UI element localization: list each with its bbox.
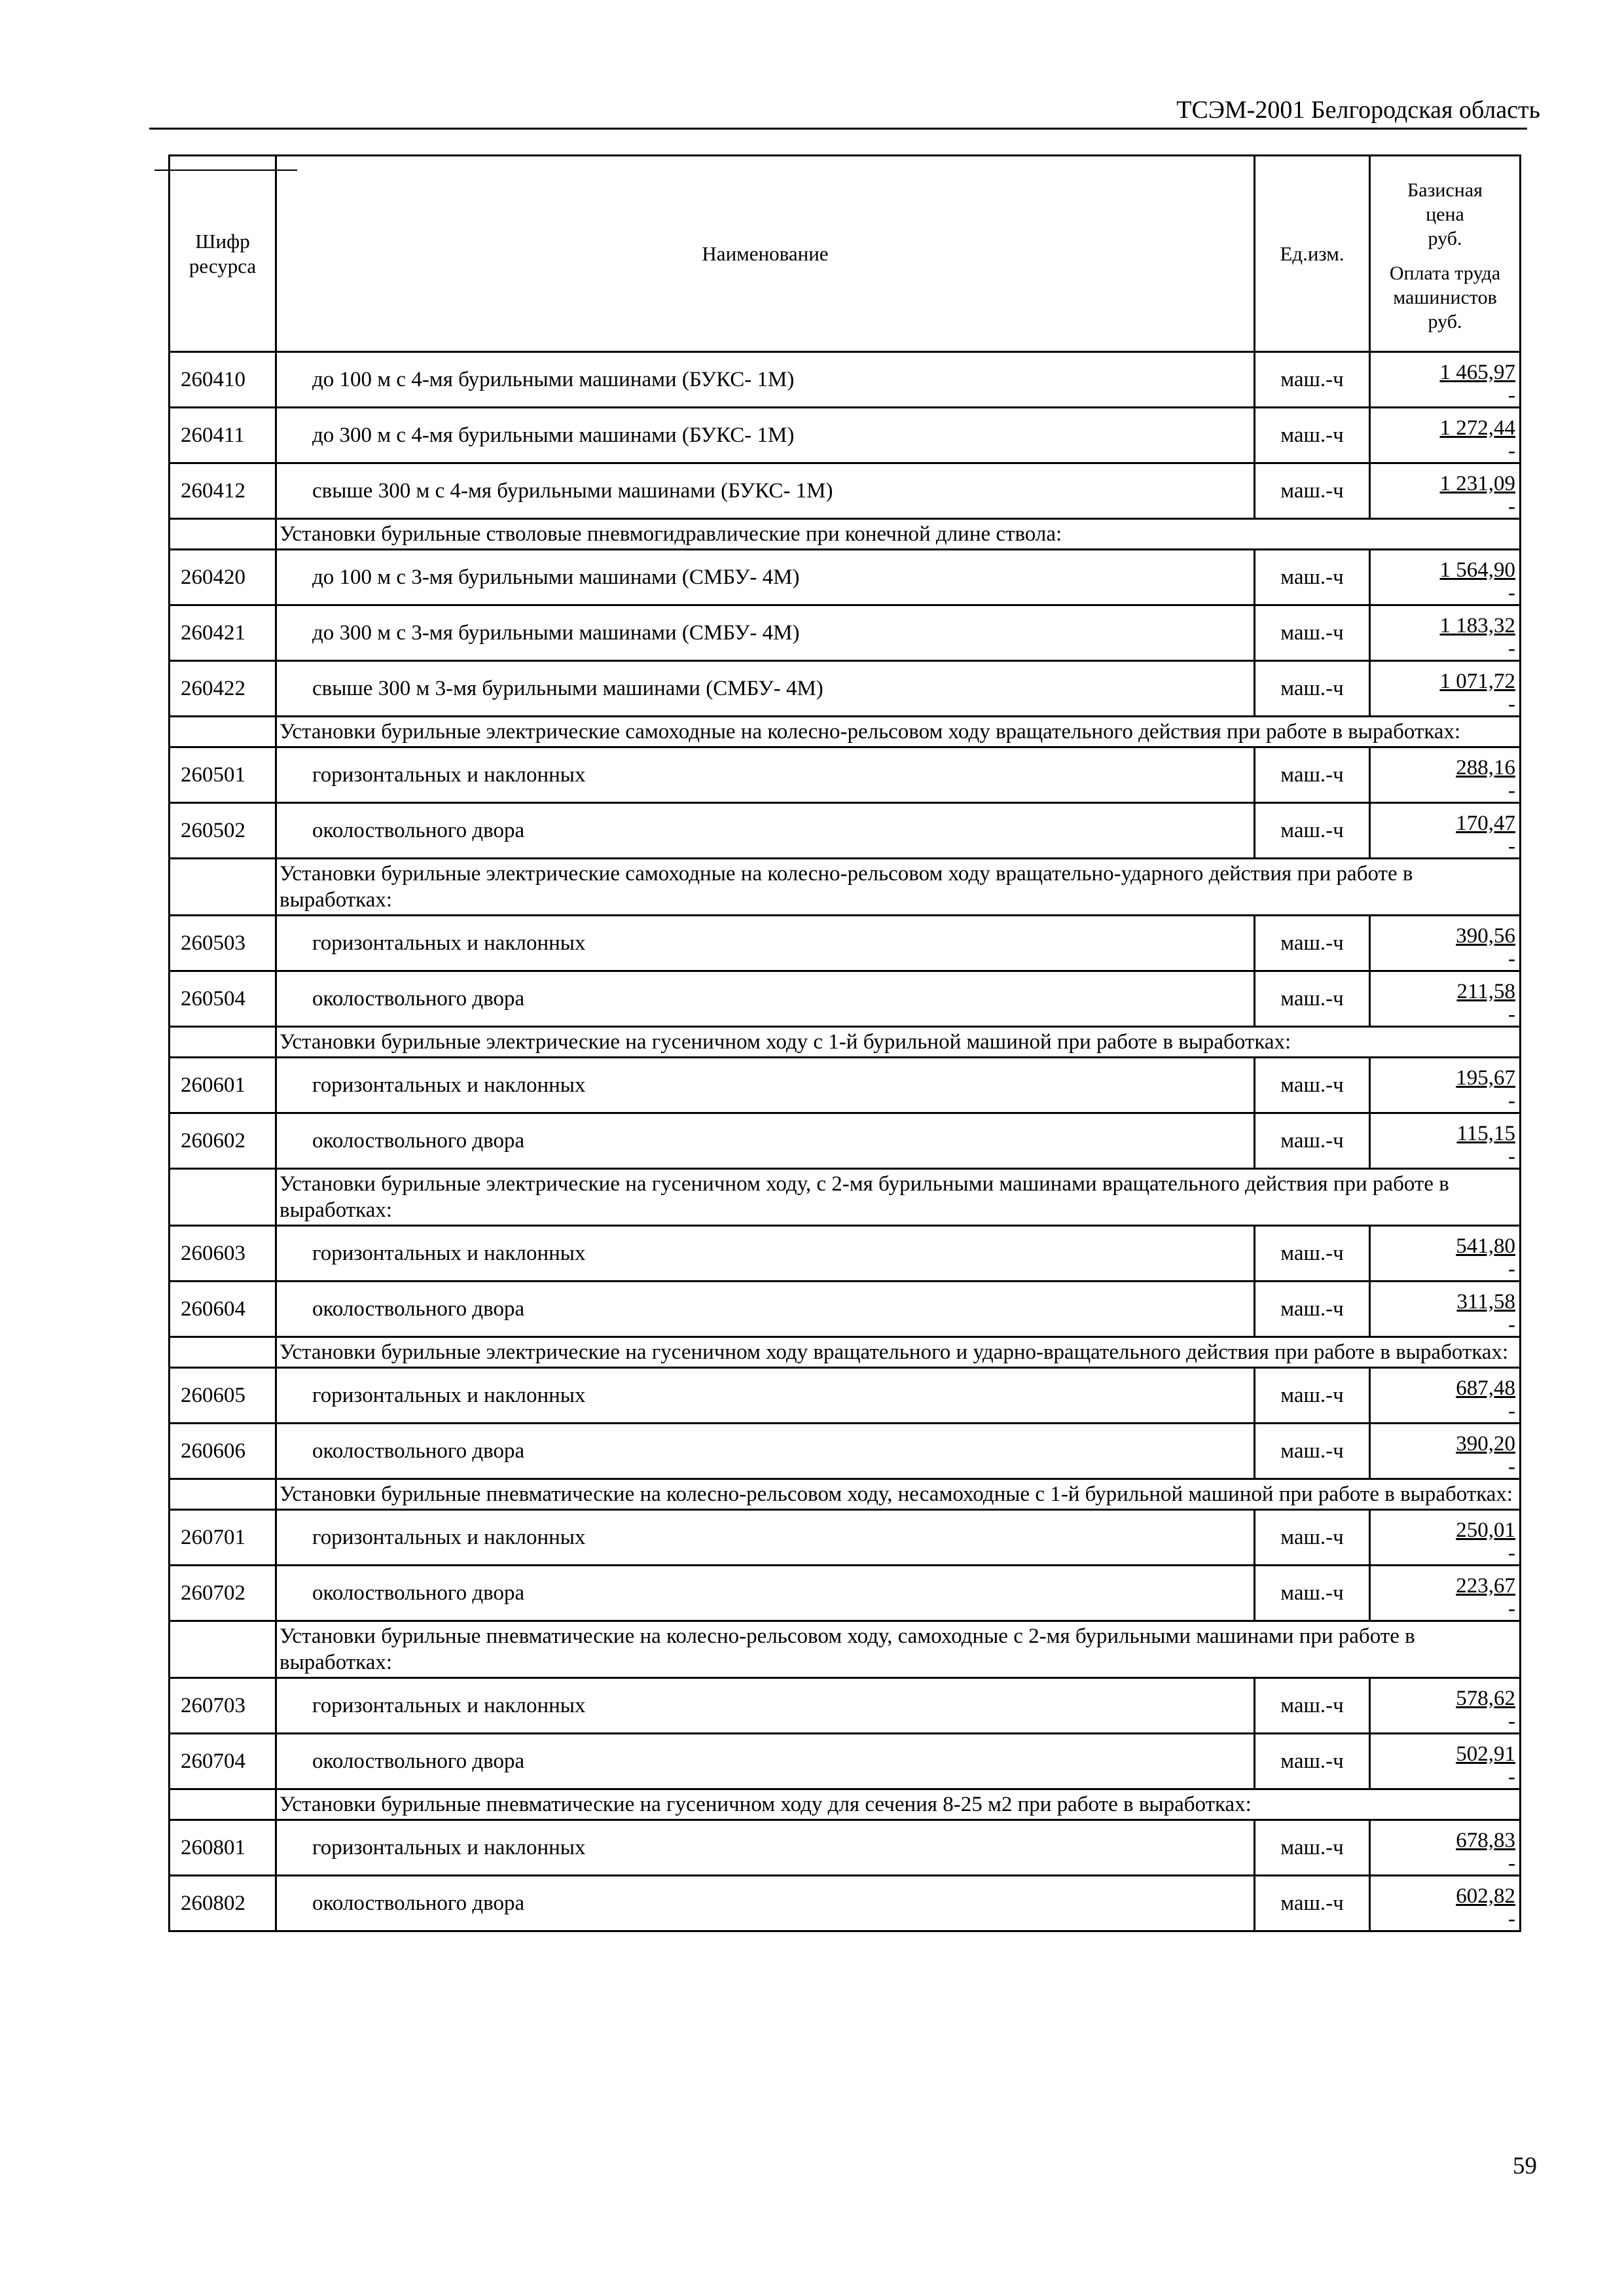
header-rule [149, 128, 1527, 130]
table-row [170, 1876, 1521, 1931]
resource-unit: маш.-ч [1255, 1282, 1370, 1337]
group-heading-row [170, 717, 1521, 747]
table-row [170, 1678, 1521, 1734]
operator-pay: - [1508, 581, 1515, 605]
base-price: 1 183,32 [1439, 614, 1515, 637]
group-heading-row [170, 859, 1521, 916]
resource-unit: маш.-ч [1255, 1113, 1370, 1169]
resource-price-cell [1370, 916, 1521, 971]
resource-name: горизонтальных и наклонных [276, 916, 1255, 971]
group-heading-text: Установки бурильные электрические на гусеничном ходу с 1-й бурильной машиной при работе в выработках: [276, 1027, 1521, 1058]
resource-name: горизонтальных и наклонных [276, 1368, 1255, 1424]
group-blank-cell [170, 717, 276, 747]
resource-code: 260421 [170, 605, 276, 661]
base-price: 541,80 [1456, 1234, 1515, 1258]
resource-name: свыше 300 м с 4-мя бурильными машинами (БУКС- 1М) [276, 463, 1255, 519]
group-blank-cell [170, 1621, 276, 1678]
table-row [170, 803, 1521, 859]
base-price: 687,48 [1456, 1376, 1515, 1400]
group-heading-row [170, 1169, 1521, 1226]
resource-unit: маш.-ч [1255, 605, 1370, 661]
operator-pay: - [1508, 1907, 1515, 1931]
header-pay-line: руб. [1428, 310, 1462, 332]
table-row [170, 605, 1521, 661]
operator-pay: - [1508, 1455, 1515, 1479]
base-price: 311,58 [1456, 1290, 1515, 1314]
group-heading-row [170, 1621, 1521, 1678]
resource-price-table [168, 154, 1521, 1932]
base-price: 678,83 [1456, 1829, 1515, 1852]
resource-code: 260702 [170, 1566, 276, 1621]
base-price: 250,01 [1456, 1518, 1515, 1542]
resource-code: 260604 [170, 1282, 276, 1337]
resource-code: 260504 [170, 971, 276, 1027]
table-row [170, 1282, 1521, 1337]
base-price: 288,16 [1456, 756, 1515, 780]
resource-name: околоствольного двора [276, 1424, 1255, 1479]
resource-code: 260701 [170, 1510, 276, 1566]
resource-code: 260410 [170, 352, 276, 408]
operator-pay: - [1508, 1313, 1515, 1336]
operator-pay: - [1508, 1089, 1515, 1113]
resource-name: околоствольного двора [276, 1566, 1255, 1621]
resource-unit: маш.-ч [1255, 1368, 1370, 1424]
table-row [170, 1368, 1521, 1424]
resource-price-cell [1370, 1226, 1521, 1282]
resource-code: 260412 [170, 463, 276, 519]
resource-unit: маш.-ч [1255, 1678, 1370, 1734]
resource-code: 260503 [170, 916, 276, 971]
base-price: 502,91 [1456, 1742, 1515, 1766]
resource-price-cell [1370, 1368, 1521, 1424]
group-heading-text: Установки бурильные электрические самоходные на колесно-рельсовом ходу вращательного действия при работе в выработках: [276, 717, 1521, 747]
table-row [170, 463, 1521, 519]
group-heading-text: Установки бурильные электрические на гусеничном ходу, с 2-мя бурильными машинами вращательного действия при работе в выработках: [276, 1169, 1521, 1226]
header-code: Шифр ресурса [170, 156, 276, 352]
table-row [170, 916, 1521, 971]
resource-code: 260602 [170, 1113, 276, 1169]
header-price-line: Базисная [1407, 179, 1483, 201]
resource-name: до 100 м с 3-мя бурильными машинами (СМБУ- 4М) [276, 550, 1255, 605]
table-row [170, 1424, 1521, 1479]
resource-unit: маш.-ч [1255, 1820, 1370, 1876]
resource-price-cell [1370, 1510, 1521, 1566]
operator-pay: - [1508, 1541, 1515, 1565]
resource-name: до 300 м с 4-мя бурильными машинами (БУКС- 1М) [276, 408, 1255, 463]
resource-unit: маш.-ч [1255, 747, 1370, 803]
group-heading-row [170, 1789, 1521, 1820]
base-price: 1 231,09 [1439, 472, 1515, 495]
resource-name: околоствольного двора [276, 1113, 1255, 1169]
resource-code: 260502 [170, 803, 276, 859]
table-row [170, 661, 1521, 717]
resource-code: 260802 [170, 1876, 276, 1931]
resource-price-cell [1370, 1566, 1521, 1621]
resource-unit: маш.-ч [1255, 352, 1370, 408]
resource-name: до 100 м с 4-мя бурильными машинами (БУКС- 1М) [276, 352, 1255, 408]
table-header-row [170, 156, 1521, 352]
operator-pay: - [1508, 834, 1515, 858]
resource-name: горизонтальных и наклонных [276, 1820, 1255, 1876]
table-row [170, 352, 1521, 408]
header-name: Наименование [276, 156, 1255, 352]
page-number: 59 [1513, 2153, 1537, 2179]
operator-pay: - [1508, 384, 1515, 407]
base-price: 195,67 [1456, 1066, 1515, 1090]
operator-pay: - [1508, 439, 1515, 463]
operator-pay: - [1508, 692, 1515, 716]
group-blank-cell [170, 519, 276, 550]
resource-price-cell [1370, 1876, 1521, 1931]
base-price: 1 564,90 [1439, 558, 1515, 582]
resource-code: 260603 [170, 1226, 276, 1282]
resource-price-cell [1370, 605, 1521, 661]
table-row [170, 971, 1521, 1027]
base-price: 223,67 [1456, 1574, 1515, 1598]
resource-unit: маш.-ч [1255, 803, 1370, 859]
header-pay-line: машинистов [1393, 286, 1497, 308]
table-row [170, 1113, 1521, 1169]
group-heading-text: Установки бурильные пневматические на колесно-рельсовом ходу, несамоходные с 1-й бурильной машиной при работе в выработках: [276, 1479, 1521, 1510]
table-row [170, 1566, 1521, 1621]
resource-name: до 300 м с 3-мя бурильными машинами (СМБУ- 4М) [276, 605, 1255, 661]
base-price: 578,62 [1456, 1687, 1515, 1710]
page-header-title: ТСЭМ-2001 Белгородская область [1176, 96, 1540, 124]
header-pay-line: Оплата труда [1389, 262, 1501, 284]
group-blank-cell [170, 1789, 276, 1820]
base-price: 170,47 [1456, 812, 1515, 835]
operator-pay: - [1508, 1765, 1515, 1789]
resource-price-cell [1370, 1424, 1521, 1479]
base-price: 1 272,44 [1439, 416, 1515, 440]
base-price: 390,56 [1456, 924, 1515, 948]
resource-unit: маш.-ч [1255, 1226, 1370, 1282]
header-price [1370, 156, 1521, 352]
resource-code: 260606 [170, 1424, 276, 1479]
group-blank-cell [170, 1479, 276, 1510]
operator-pay: - [1508, 1257, 1515, 1281]
operator-pay: - [1508, 947, 1515, 971]
table-row [170, 1058, 1521, 1113]
resource-price-cell [1370, 803, 1521, 859]
resource-price-cell [1370, 1734, 1521, 1789]
resource-code: 260501 [170, 747, 276, 803]
resource-code: 260422 [170, 661, 276, 717]
group-heading-row [170, 1479, 1521, 1510]
resource-unit: маш.-ч [1255, 916, 1370, 971]
resource-name: горизонтальных и наклонных [276, 1678, 1255, 1734]
resource-code: 260601 [170, 1058, 276, 1113]
resource-unit: маш.-ч [1255, 971, 1370, 1027]
base-price: 1 071,72 [1439, 670, 1515, 693]
operator-pay: - [1508, 779, 1515, 802]
group-heading-text: Установки бурильные электрические самоходные на колесно-рельсовом ходу вращательно-ударного действия при работе в выработках: [276, 859, 1521, 916]
resource-name: околоствольного двора [276, 1734, 1255, 1789]
resource-unit: маш.-ч [1255, 1058, 1370, 1113]
resource-price-cell [1370, 661, 1521, 717]
resource-unit: маш.-ч [1255, 661, 1370, 717]
resource-price-cell [1370, 1058, 1521, 1113]
operator-pay: - [1508, 1852, 1515, 1875]
resource-unit: маш.-ч [1255, 1424, 1370, 1479]
resource-name: околоствольного двора [276, 1282, 1255, 1337]
resource-code: 260605 [170, 1368, 276, 1424]
table-row [170, 1734, 1521, 1789]
table-row [170, 1226, 1521, 1282]
resource-name: горизонтальных и наклонных [276, 1058, 1255, 1113]
table-row [170, 1510, 1521, 1566]
resource-unit: маш.-ч [1255, 1734, 1370, 1789]
table-row [170, 550, 1521, 605]
resource-price-cell [1370, 971, 1521, 1027]
resource-name: горизонтальных и наклонных [276, 1510, 1255, 1566]
group-blank-cell [170, 859, 276, 916]
base-price: 115,15 [1456, 1122, 1515, 1145]
operator-pay: - [1508, 1597, 1515, 1621]
group-heading-text: Установки бурильные пневматические на колесно-рельсовом ходу, самоходные с 2-мя бурильными машинами при работе в выработках: [276, 1621, 1521, 1678]
resource-code: 260704 [170, 1734, 276, 1789]
group-blank-cell [170, 1169, 276, 1226]
header-unit: Ед.изм. [1255, 156, 1370, 352]
table-row [170, 747, 1521, 803]
base-price: 602,82 [1456, 1884, 1515, 1908]
resource-name: околоствольного двора [276, 1876, 1255, 1931]
resource-unit: маш.-ч [1255, 550, 1370, 605]
group-heading-row [170, 519, 1521, 550]
group-blank-cell [170, 1337, 276, 1368]
resource-unit: маш.-ч [1255, 1510, 1370, 1566]
group-heading-row [170, 1027, 1521, 1058]
operator-pay: - [1508, 1710, 1515, 1733]
resource-price-cell [1370, 550, 1521, 605]
base-price: 1 465,97 [1439, 361, 1515, 384]
table-row [170, 1820, 1521, 1876]
group-heading-text: Установки бурильные электрические на гусеничном ходу вращательного и ударно-вращательного действия при работе в выработках: [276, 1337, 1521, 1368]
base-price: 211,58 [1456, 980, 1515, 1003]
resource-code: 260420 [170, 550, 276, 605]
resource-name: околоствольного двора [276, 971, 1255, 1027]
resource-unit: маш.-ч [1255, 408, 1370, 463]
table-row [170, 408, 1521, 463]
header-price-line: цена [1426, 203, 1464, 225]
resource-unit: маш.-ч [1255, 463, 1370, 519]
header-price-line: руб. [1428, 227, 1462, 249]
operator-pay: - [1508, 495, 1515, 518]
operator-pay: - [1508, 1003, 1515, 1026]
base-price: 390,20 [1456, 1432, 1515, 1456]
resource-name: горизонтальных и наклонных [276, 747, 1255, 803]
group-blank-cell [170, 1027, 276, 1058]
group-heading-row [170, 1337, 1521, 1368]
resource-price-cell [1370, 1113, 1521, 1169]
resource-name: свыше 300 м 3-мя бурильными машинами (СМБУ- 4М) [276, 661, 1255, 717]
resource-price-cell [1370, 408, 1521, 463]
operator-pay: - [1508, 637, 1515, 660]
operator-pay: - [1508, 1399, 1515, 1423]
resource-price-cell [1370, 352, 1521, 408]
group-heading-text: Установки бурильные пневматические на гусеничном ходу для сечения 8-25 м2 при работе в выработках: [276, 1789, 1521, 1820]
resource-price-cell [1370, 747, 1521, 803]
group-heading-text: Установки бурильные стволовые пневмогидравлические при конечной длине ствола: [276, 519, 1521, 550]
operator-pay: - [1508, 1145, 1515, 1168]
resource-unit: маш.-ч [1255, 1876, 1370, 1931]
resource-code: 260703 [170, 1678, 276, 1734]
resource-name: горизонтальных и наклонных [276, 1226, 1255, 1282]
resource-name: околоствольного двора [276, 803, 1255, 859]
resource-code: 260411 [170, 408, 276, 463]
resource-price-cell [1370, 1282, 1521, 1337]
resource-price-cell [1370, 463, 1521, 519]
resource-price-cell [1370, 1678, 1521, 1734]
resource-unit: маш.-ч [1255, 1566, 1370, 1621]
resource-price-cell [1370, 1820, 1521, 1876]
resource-code: 260801 [170, 1820, 276, 1876]
